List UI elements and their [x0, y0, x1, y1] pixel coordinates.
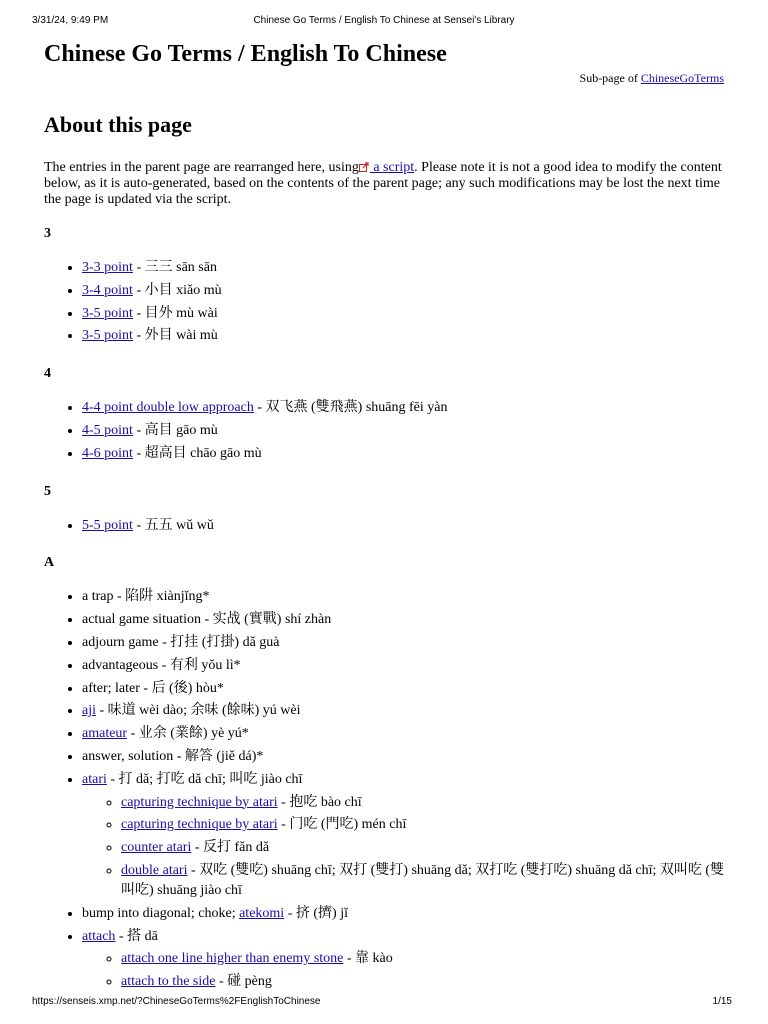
sub-list-atari [82, 792, 728, 903]
about-text-before: The entries in the parent page are rearranged here, using [44, 160, 359, 175]
list-item [82, 723, 728, 746]
term-link[interactable]: 3-5 point [82, 305, 133, 321]
term-translation: - 搭 dā [115, 928, 158, 944]
sub-list-item [121, 837, 728, 860]
term-translation: - 外目 wài mù [132, 328, 218, 344]
list-item [82, 700, 728, 723]
list-item [82, 769, 728, 903]
external-link-icon [359, 162, 369, 172]
sub-list-item [121, 860, 728, 903]
about-text-after: . Please note it is not a good idea to modify the content below, as it is auto-generated, based on the contents of the parent page; any such modifications may be lost the next time the page is updated via the script. [44, 160, 722, 207]
page-content [44, 38, 728, 994]
script-link[interactable]: a script [369, 160, 415, 175]
group-heading-3: 3 [44, 226, 51, 241]
list-item [82, 397, 728, 420]
term-list-5 [44, 515, 728, 538]
term-translation: - 门吃 (門吃) mén chī [277, 817, 407, 833]
list-item: • adjourn game - 打挂 (打掛) dǎ guà [82, 632, 728, 655]
page-counter: 1/15 [712, 996, 732, 1007]
term-link[interactable]: 4-6 point [82, 445, 133, 461]
print-date: 3/31/24, 9:49 PM [32, 15, 109, 26]
term-link[interactable]: attach [82, 928, 116, 944]
list-item [82, 903, 728, 926]
subpage-prefix: Sub-page of [579, 71, 641, 85]
term-translation: - 挤 (擠) jǐ [284, 905, 348, 921]
group-heading-4: 4 [44, 366, 51, 382]
term-translation: - 三三 sān sān [132, 260, 217, 275]
sub-list-item [121, 971, 728, 994]
sub-list-item [121, 948, 728, 971]
term-translation: - 目外 mù wài [132, 305, 218, 321]
group-heading-5: 5 [44, 483, 51, 499]
term-link[interactable]: aji [82, 703, 96, 719]
list-item: • actual game situation - 实战 (實戰) shí zhàn [82, 609, 728, 632]
sub-list-attach [82, 948, 728, 994]
term-link[interactable]: atari [82, 771, 107, 787]
term-translation: - 超高目 chāo gāo mù [132, 445, 262, 461]
sub-list-item [121, 792, 728, 815]
term-list-3 [44, 257, 728, 348]
term-translation: - 小目 xiǎo mù [132, 282, 222, 298]
term-link[interactable]: 4-4 point double low approach [82, 400, 254, 416]
group-heading-a: A [44, 555, 55, 571]
list-item [82, 443, 728, 466]
list-item [82, 280, 728, 303]
parent-page-link[interactable]: ChineseGoTerms [640, 71, 724, 85]
sub-list-item [121, 814, 728, 837]
term-link[interactable]: atekomi [239, 905, 285, 921]
list-item [82, 515, 728, 538]
term-translation: - 靠 kào [343, 951, 393, 967]
term-translation: - 反打 fǎn dǎ [191, 840, 270, 856]
term-prefix: bump into diagonal; choke; [82, 905, 240, 921]
term-list-a [44, 586, 728, 994]
print-page-title: Chinese Go Terms / English To Chinese at Sensei's Library [253, 15, 515, 26]
list-item: • a trap - 陷阱 xiànjǐng* [82, 586, 728, 609]
list-item [82, 303, 728, 326]
print-header [32, 15, 736, 29]
term-translation: - 味道 wèi dào; 余味 (餘味) yú wèi [96, 703, 301, 719]
term-link[interactable]: amateur [82, 726, 128, 742]
list-item [82, 257, 728, 280]
list-item [82, 325, 728, 348]
term-translation: - 抱吃 bào chī [277, 794, 362, 810]
term-translation: - 双吃 (雙吃) shuāng chī; 双打 (雙打) shuāng dǎ; 双打吃 (雙打吃) shuāng dǎ chī; 双叫吃 (雙叫吃) shuāng jiào chī [121, 863, 725, 899]
page-title: Chinese Go Terms / English To Chinese [44, 41, 447, 67]
term-translation: - 高目 gāo mù [132, 422, 218, 438]
print-url: https://senseis.xmp.net/?ChineseGoTerms%2FEnglishToChinese [32, 996, 321, 1007]
term-translation: - 打 dǎ; 打吃 dǎ chī; 叫吃 jiào chī [106, 771, 303, 787]
term-link[interactable]: 3-3 point [82, 260, 133, 275]
term-link[interactable]: 5-5 point [82, 517, 133, 533]
term-translation: - 碰 pèng [215, 974, 272, 990]
term-translation: - 双飞燕 (雙飛燕) shuāng fēi yàn [253, 400, 448, 416]
term-link[interactable]: 3-5 point [82, 328, 133, 344]
list-item [82, 926, 728, 994]
term-link[interactable]: counter atari [121, 840, 192, 856]
list-item: • answer, solution - 解答 (jiě dá)* [82, 746, 728, 769]
about-heading: About this page [44, 112, 192, 137]
about-paragraph [44, 160, 728, 208]
term-link[interactable]: double atari [121, 863, 188, 879]
list-item: • after; later - 后 (後) hòu* [82, 678, 728, 701]
term-translation: - 业余 (業餘) yè yú* [127, 726, 249, 742]
term-link[interactable]: capturing technique by atari [121, 817, 278, 833]
term-list-4 [44, 397, 728, 465]
term-link[interactable]: attach one line higher than enemy stone [121, 951, 344, 967]
list-item [82, 420, 728, 443]
term-translation: - 五五 wǔ wǔ [132, 517, 214, 533]
term-link[interactable]: attach to the side [121, 974, 216, 990]
list-item: • advantageous - 有利 yǒu lì* [82, 655, 728, 678]
term-link[interactable]: capturing technique by atari [121, 794, 278, 810]
term-link[interactable]: 4-5 point [82, 422, 133, 438]
print-footer [32, 996, 736, 1010]
subpage-note [44, 70, 728, 86]
term-link[interactable]: 3-4 point [82, 282, 133, 298]
